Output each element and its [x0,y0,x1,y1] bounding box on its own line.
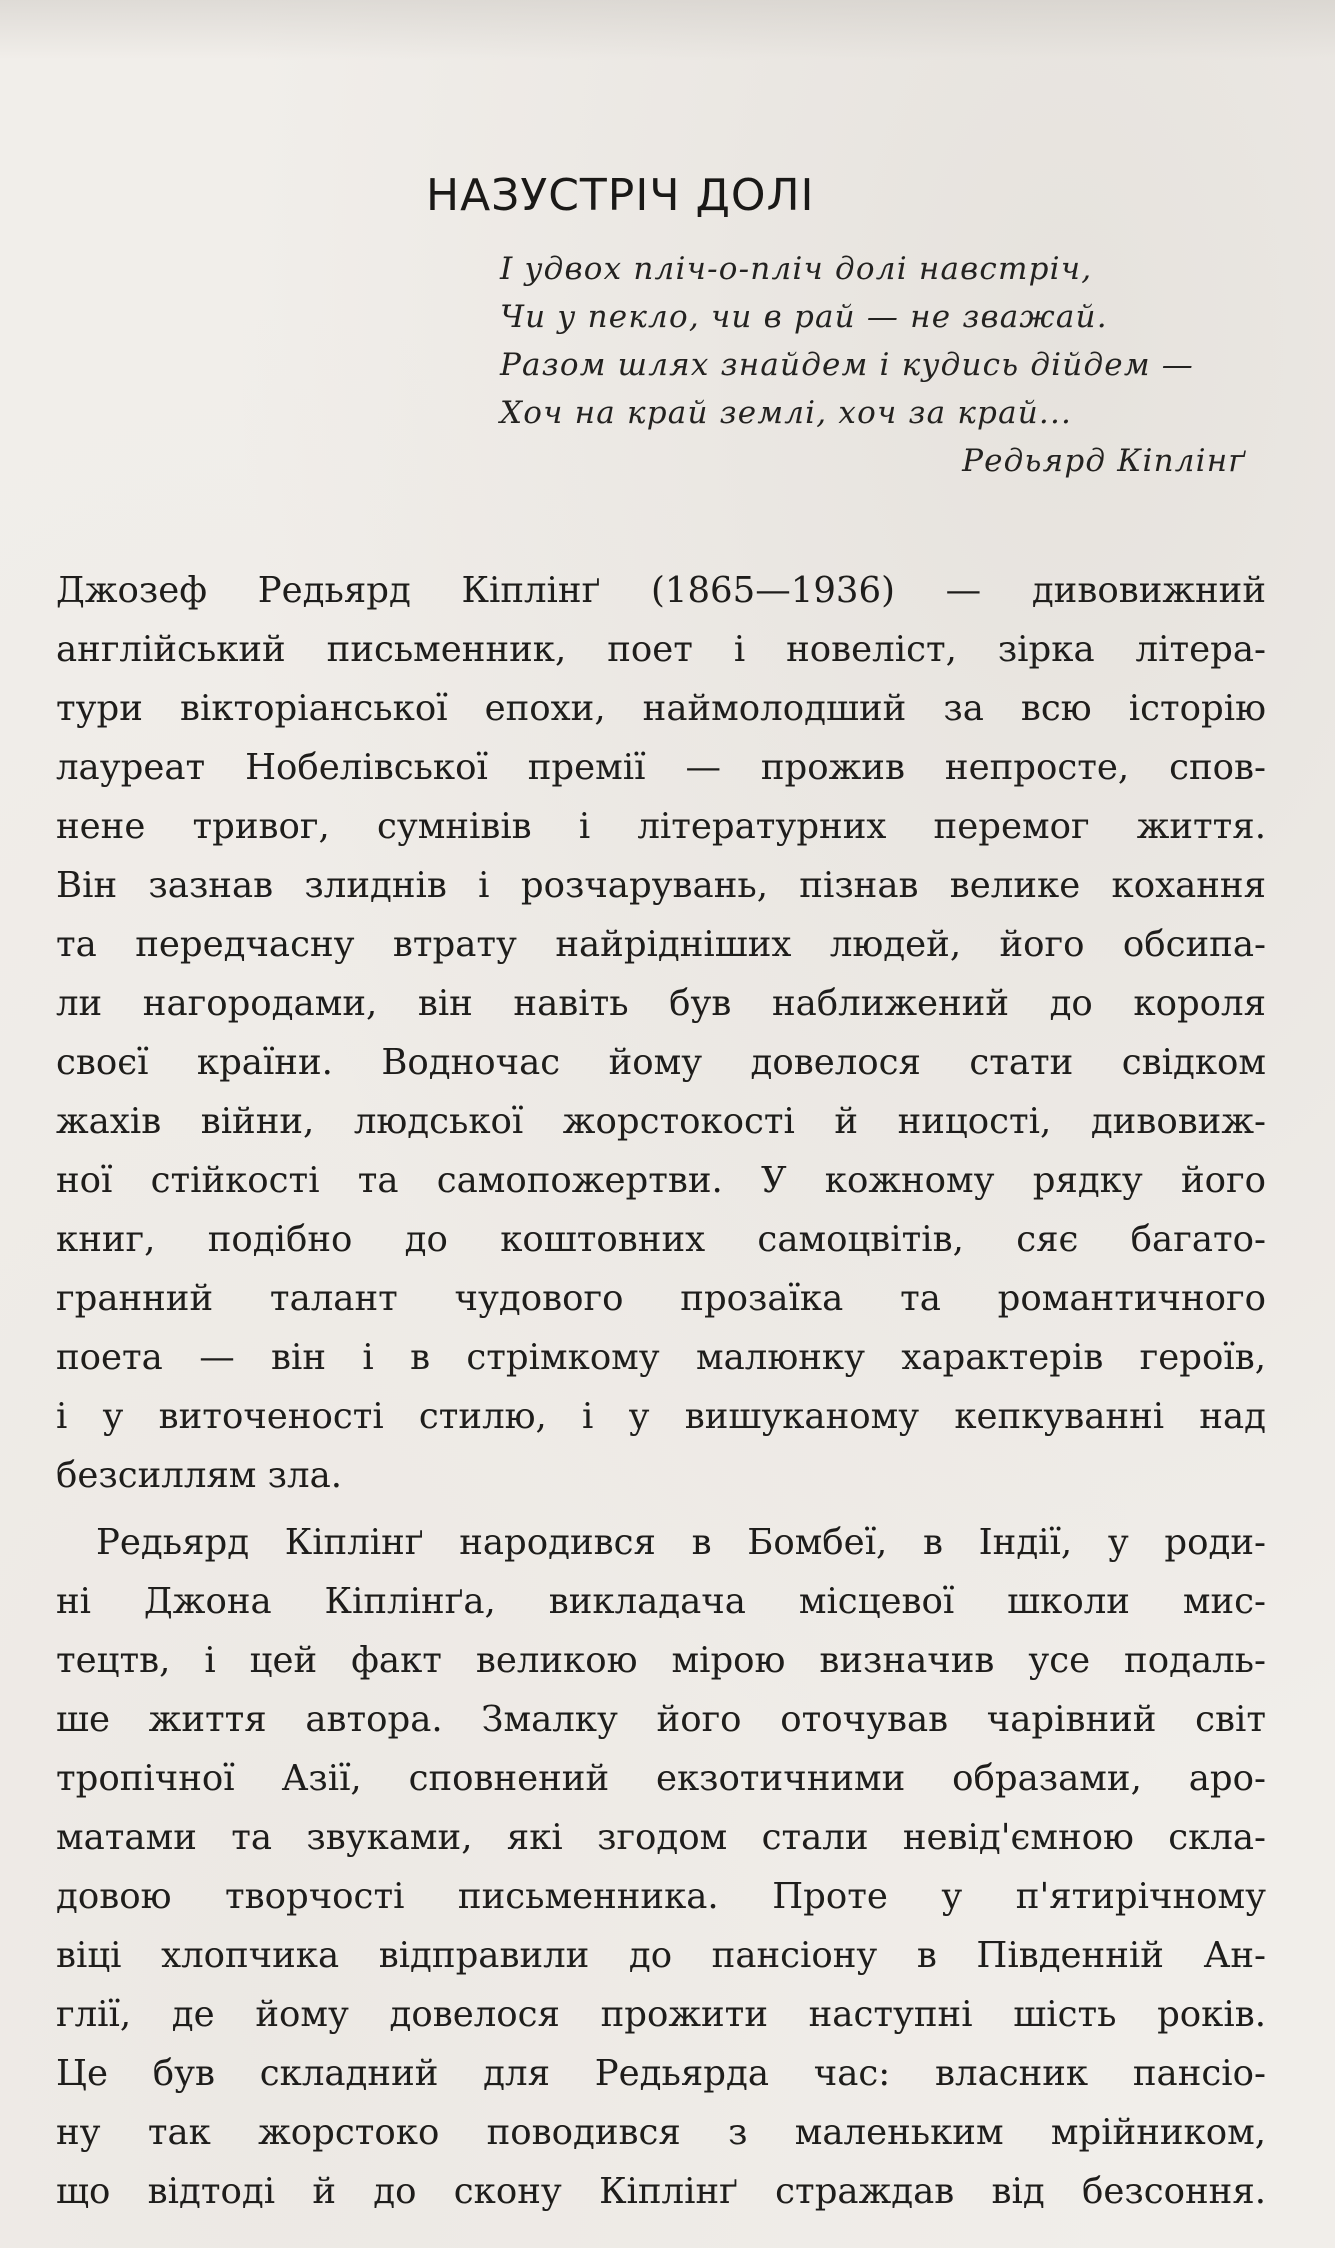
epigraph-line: Чи у пекло, чи в рай — не зважай. [500,299,1108,335]
epigraph-author: Редьярд Кіплінґ [962,443,1246,479]
text-line: Це був складний для Редьярда час: власник пансіо- [56,2053,1266,2094]
page-shadow-top [0,0,1335,60]
text-line: тропічної Азії, сповнений екзотичними образами, аро- [56,1758,1266,1799]
body-text [56,561,1266,2221]
text-line: нене тривог, сумнівів і літературних перемог життя. [56,806,1266,847]
text-line: безсиллям зла. [56,1455,343,1496]
text-line: Джозеф Редьярд Кіплінґ (1865—1936) — дивовижний [56,570,1266,611]
epigraph-line: Разом шлях знайдем і кудись дійдем — [500,347,1195,383]
text-line: тецтв, і цей факт великою мірою визначив усе подаль- [56,1640,1266,1681]
epigraph [500,245,1246,485]
text-line: ні Джона Кіплінґа, викладача місцевої школи мис- [56,1581,1266,1622]
text-line: ли нагородами, він навіть був наближений до короля [56,983,1266,1024]
epigraph-line: Хоч на край землі, хоч за край... [500,395,1073,431]
epigraph-line: І удвох пліч-о-пліч долі навстріч, [500,251,1093,287]
text-line: своєї країни. Водночас йому довелося стати свідком [56,1042,1266,1083]
text-line: що відтоді й до скону Кіплінґ страждав від безсоння. [56,2171,1266,2212]
text-line: віці хлопчика відправили до пансіону в Південній Ан- [56,1935,1266,1976]
text-line: довою творчості письменника. Проте у п'ятирічному [56,1876,1266,1917]
text-line: ної стійкості та самопожертви. У кожному рядку його [56,1160,1266,1201]
text-line: тури вікторіанської епохи, наймолодший за всю історію [56,688,1266,729]
text-line: Редьярд Кіплінґ народився в Бомбеї, в Індії, у роди- [96,1522,1266,1563]
text-line: англійський письменник, поет і новеліст, зірка літера- [56,629,1266,670]
text-line: та передчасну втрату найрідніших людей, його обсипа- [56,924,1266,965]
text-line: гранний талант чудового прозаїка та романтичного [56,1278,1266,1319]
text-line: глії, де йому довелося прожити наступні шість років. [56,1994,1266,2035]
text-line: книг, подібно до коштовних самоцвітів, сяє багато- [56,1219,1266,1260]
paragraph [56,1513,1266,2221]
text-line: жахів війни, людської жорстокості й ницості, дивовиж- [56,1101,1266,1142]
text-line: Він зазнав злиднів і розчарувань, пізнав велике кохання [56,865,1266,906]
text-line: матами та звуками, які згодом стали невід'ємною скла- [56,1817,1266,1858]
text-line: лауреат Нобелівської премії — прожив непросте, спов- [56,747,1266,788]
chapter-title: НАЗУСТРІЧ ДОЛІ [426,170,815,221]
text-line: ше життя автора. Змалку його оточував чарівний світ [56,1699,1266,1740]
text-line: ну так жорстоко поводився з маленьким мрійником, [56,2112,1266,2153]
text-line: поета — він і в стрімкому малюнку характерів героїв, [56,1337,1266,1378]
text-line: і у виточеності стилю, і у вишуканому кепкуванні над [56,1396,1266,1437]
paragraph [56,561,1266,1505]
